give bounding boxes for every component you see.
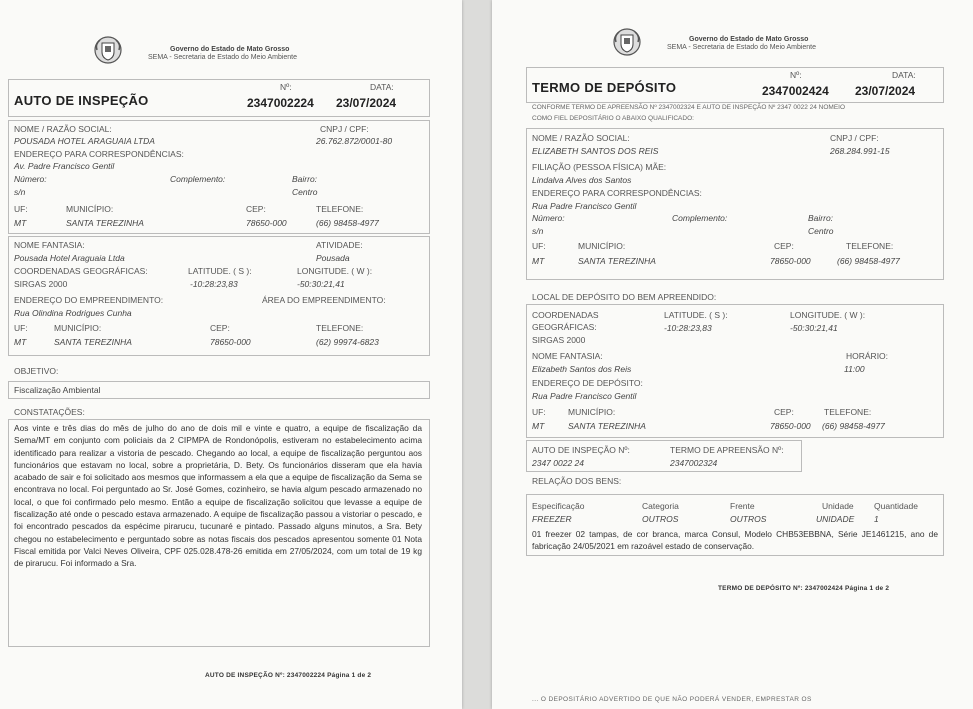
- complemento-label: Complemento:: [170, 174, 226, 184]
- latitude-value: -10:28:23,83: [664, 323, 712, 333]
- cep-label: CEP:: [774, 241, 794, 251]
- geograficas-label: GEOGRÁFICAS:: [532, 322, 597, 332]
- area-label: ÁREA DO EMPREENDIMENTO:: [262, 295, 386, 305]
- atividade-value: Pousada: [316, 253, 350, 263]
- frente-header: Frente: [730, 501, 755, 511]
- longitude-label: LONGITUDE. ( W ):: [790, 310, 866, 320]
- uf-label: UF:: [532, 241, 546, 251]
- frente-value: OUTROS: [730, 514, 767, 524]
- telefone-label: TELEFONE:: [316, 204, 364, 214]
- uf2-label: UF:: [532, 407, 546, 417]
- municipio-label: MUNICÍPIO:: [66, 204, 114, 214]
- longitude-label: LONGITUDE. ( W ):: [297, 266, 373, 276]
- cep2-value: 78650-000: [210, 337, 251, 347]
- termo-de-deposito-page: [492, 0, 973, 709]
- quantidade-header: Quantidade: [874, 501, 918, 511]
- municipio2-label: MUNICÍPIO:: [568, 407, 616, 417]
- cep-value: 78650-000: [246, 218, 287, 228]
- coat-of-arms-logo: [93, 35, 123, 65]
- telefone2-value: (66) 98458-4977: [822, 421, 885, 431]
- endereco-value: Av. Padre Francisco Gentil: [14, 161, 115, 171]
- uf2-value: MT: [532, 421, 545, 431]
- uf-value: MT: [14, 218, 27, 228]
- bairro-value: Centro: [292, 187, 318, 197]
- fantasia-label: NOME FANTASIA:: [532, 351, 603, 361]
- endereco-deposito-value: Rua Padre Francisco Gentil: [532, 391, 637, 401]
- page-footer: TERMO DE DEPÓSITO Nº: 2347002424 Página 1 de 2: [718, 585, 890, 592]
- num-label: Nº:: [280, 82, 292, 92]
- sirgas-label: SIRGAS 2000: [14, 279, 68, 289]
- auto-inspecao-value: 2347 0022 24: [532, 458, 584, 468]
- termo-apreensao-value: 2347002324: [670, 458, 718, 468]
- longitude-value: -50:30:21,41: [297, 279, 345, 289]
- municipio2-value: SANTA TEREZINHA: [568, 421, 646, 431]
- date-label: DATA:: [370, 82, 394, 92]
- gov-name: Governo do Estado de Mato Grosso: [170, 46, 290, 53]
- doc-title: TERMO DE DEPÓSITO: [532, 80, 677, 95]
- endereco-deposito-label: ENDEREÇO DE DEPÓSITO:: [532, 378, 643, 388]
- unidade-header: Unidade: [822, 501, 854, 511]
- municipio-value: SANTA TEREZINHA: [66, 218, 144, 228]
- endereco-label: ENDEREÇO PARA CORRESPONDÊNCIAS:: [532, 188, 702, 198]
- date-label: DATA:: [892, 70, 916, 80]
- especificacao-value: FREEZER: [532, 514, 572, 524]
- numero-label: Número:: [14, 174, 47, 184]
- intro-line-2: COMO FIEL DEPOSITÁRIO O ABAIXO QUALIFICADO:: [532, 115, 694, 122]
- agency-name: SEMA - Secretaria de Estado do Meio Ambiente: [667, 44, 817, 51]
- gov-header: [148, 46, 338, 62]
- termo-apreensao-label: TERMO DE APREENSÃO Nº:: [670, 445, 784, 455]
- cep-label: CEP:: [246, 204, 266, 214]
- endereco-empreendimento-label: ENDEREÇO DO EMPREENDIMENTO:: [14, 295, 164, 305]
- filiacao-label: FILIAÇÃO (PESSOA FÍSICA) MÃE:: [532, 162, 667, 172]
- complemento-label: Complemento:: [672, 213, 728, 223]
- bem-descricao: 01 freezer 02 tampas, de cor branca, marca Consul, Modelo CHB53EBBNA, Série JE1461215, ano de fabricação 24/05/2021 em razoável estado de conservação.: [532, 529, 938, 551]
- nome-value: POUSADA HOTEL ARAGUAIA LTDA: [14, 136, 155, 146]
- next-page-text: ... O DEPOSITÁRIO ADVERTIDO DE QUE NÃO PODERÁ VENDER, EMPRESTAR OS: [532, 696, 812, 703]
- municipio2-label: MUNICÍPIO:: [54, 323, 102, 333]
- auto-de-inspecao-page: [0, 0, 462, 709]
- uf2-label: UF:: [14, 323, 28, 333]
- numero-value: s/n: [14, 187, 26, 197]
- cep2-label: CEP:: [210, 323, 230, 333]
- telefone2-label: TELEFONE:: [316, 323, 364, 333]
- bairro-label: Bairro:: [808, 213, 834, 223]
- doc-number: 2347002424: [762, 84, 829, 98]
- cnpj-value: 26.762.872/0001-80: [316, 136, 393, 146]
- uf-label: UF:: [14, 204, 28, 214]
- uf-value: MT: [532, 256, 545, 266]
- telefone2-value: (62) 99974-6823: [316, 337, 379, 347]
- nome-label: NOME / RAZÃO SOCIAL:: [532, 133, 630, 143]
- auto-inspecao-label: AUTO DE INSPEÇÃO Nº:: [532, 445, 630, 455]
- bairro-label: Bairro:: [292, 174, 318, 184]
- bairro-value: Centro: [808, 226, 834, 236]
- atividade-label: ATIVIDADE:: [316, 240, 363, 250]
- endereco-value: Rua Padre Francisco Gentil: [532, 201, 637, 211]
- cep-value: 78650-000: [770, 256, 811, 266]
- telefone2-label: TELEFONE:: [824, 407, 872, 417]
- horario-value: 11:00: [844, 364, 865, 374]
- telefone-value: (66) 98458-4977: [837, 256, 900, 266]
- num-label: Nº:: [790, 70, 802, 80]
- latitude-value: -10:28:23,83: [190, 279, 238, 289]
- horario-label: HORÁRIO:: [846, 351, 889, 361]
- cep2-label: CEP:: [774, 407, 794, 417]
- endereco-label: ENDEREÇO PARA CORRESPONDÊNCIAS:: [14, 149, 184, 159]
- relacao-bens-label: RELAÇÃO DOS BENS:: [532, 476, 622, 486]
- numero-value: s/n: [532, 226, 544, 236]
- numero-label: Número:: [532, 213, 565, 223]
- gov-header: [667, 36, 857, 52]
- cep2-value: 78650-000: [770, 421, 811, 431]
- doc-date: 23/07/2024: [855, 84, 916, 98]
- coordenadas-label: COORDENADAS: [532, 310, 599, 320]
- constatacoes-label: CONSTATAÇÕES:: [14, 407, 85, 417]
- municipio-value: SANTA TEREZINHA: [578, 256, 656, 266]
- page-footer: AUTO DE INSPEÇÃO Nº: 2347002224 Página 1 de 2: [205, 672, 372, 679]
- telefone-label: TELEFONE:: [846, 241, 894, 251]
- municipio-label: MUNICÍPIO:: [578, 241, 626, 251]
- intro-line-1: CONFORME TERMO DE APREENSÃO Nº 2347002324 E AUTO DE INSPEÇÃO Nº 2347 0022 24 NOMEIO: [532, 104, 846, 111]
- longitude-value: -50:30:21,41: [790, 323, 838, 333]
- cpf-value: 268.284.991-15: [830, 146, 890, 156]
- fantasia-label: NOME FANTASIA:: [14, 240, 85, 250]
- filiacao-value: Lindalva Alves dos Santos: [532, 175, 632, 185]
- constatacoes-text: Aos vinte e três dias do mês de julho do ano de dois mil e vinte e quatro, a equipe de fiscalização da Sema/MT em conjunto com policiais da 2 CIPMPA de Rondonópolis, estiveram no estabelecimento acima identificado para realizar a vistoria de pescado. Chegando ao local, a equipe de fiscalização perguntou aos funcionários que estavam no local, sobre a proprietária, D. Bety. Os funcionários disseram que ela havia acabado de sair e foi solicitado aos mesmos que informassem a ela que a equipe de fiscalização da Sema se encontrava no local. Foi perguntado ao Sr. José Gomes, cozinheiro, se havia algum pescado armazenado no local, o que foi confirmado pelo mesmo. Então a equipe de fiscalização solicitou que levasse a equipe de fiscalização até onde o pescado estava armazenado. A equipe de fiscalização passou a vistoriar o pescado, e foi encontrado pescados da espécime pirarucu, tucunaré e pintado. Passado alguns minutos, a Sra. Bety chegou no estabelecimento e perguntado sobre as notas fiscais dos pescados apresentou somente 01 Nota Fiscal emitida por Valci Neves Oliveira, CPF 025.028.478-26 emitida em 27/05/2024, com um total de 19 kg de pirarucu. Foi informado a Sra.: [14, 423, 422, 569]
- doc-title: AUTO DE INSPEÇÃO: [14, 93, 149, 108]
- latitude-label: LATITUDE. ( S ):: [188, 266, 252, 276]
- sirgas-label: SIRGAS 2000: [532, 335, 586, 345]
- objetivo-label: OBJETIVO:: [14, 366, 59, 376]
- cnpj-label: CNPJ / CPF:: [320, 124, 369, 134]
- gov-name: Governo do Estado de Mato Grosso: [689, 36, 809, 43]
- doc-date: 23/07/2024: [336, 96, 397, 110]
- especificacao-header: Especificação: [532, 501, 585, 511]
- municipio2-value: SANTA TEREZINHA: [54, 337, 132, 347]
- coordenadas-label: COORDENADAS GEOGRÁFICAS:: [14, 266, 148, 276]
- fantasia-value: Elizabeth Santos dos Reis: [532, 364, 632, 374]
- latitude-label: LATITUDE. ( S ):: [664, 310, 728, 320]
- endereco-empreendimento-value: Rua Olindina Rodrigues Cunha: [14, 308, 132, 318]
- uf2-value: MT: [14, 337, 27, 347]
- categoria-header: Categoria: [642, 501, 679, 511]
- agency-name: SEMA - Secretaria de Estado do Meio Ambiente: [148, 54, 298, 61]
- objetivo-value: Fiscalização Ambiental: [14, 385, 101, 395]
- cpf-label: CNPJ / CPF:: [830, 133, 879, 143]
- unidade-value: UNIDADE: [816, 514, 855, 524]
- coat-of-arms-logo: [612, 27, 642, 57]
- local-deposito-label: LOCAL DE DEPÓSITO DO BEM APREENDIDO:: [532, 292, 717, 302]
- quantidade-value: 1: [874, 514, 879, 524]
- nome-value: ELIZABETH SANTOS DOS REIS: [532, 146, 659, 156]
- fantasia-value: Pousada Hotel Araguaia Ltda: [14, 253, 125, 263]
- nome-label: NOME / RAZÃO SOCIAL:: [14, 124, 112, 134]
- doc-number: 2347002224: [247, 96, 314, 110]
- categoria-value: OUTROS: [642, 514, 679, 524]
- telefone-value: (66) 98458-4977: [316, 218, 379, 228]
